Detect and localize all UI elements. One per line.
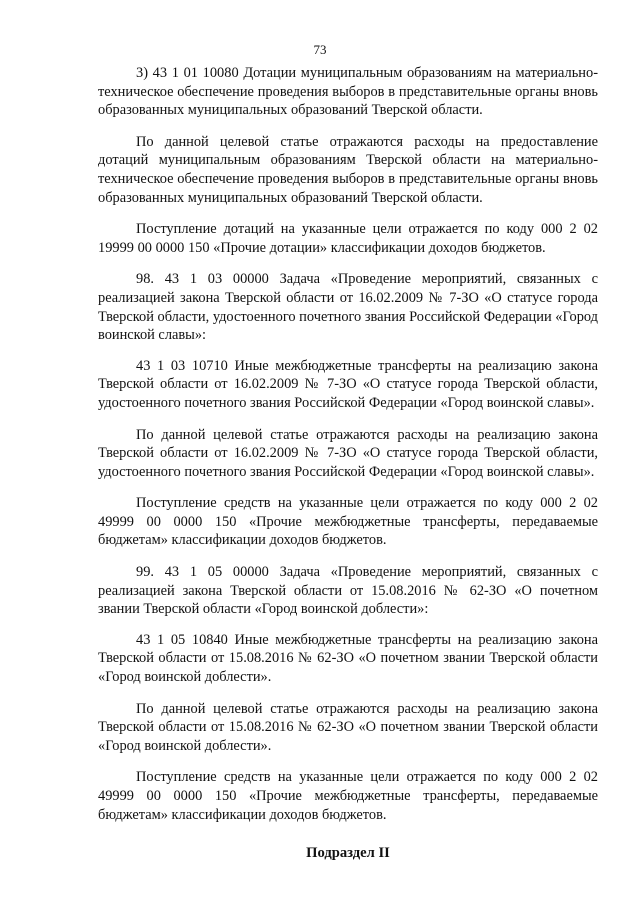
paragraph-expenses-10840: По данной целевой статье отражаются расходы на реализацию закона Тверской области от 15.08.2016 № 62-ЗО «О почетном звании Тверской области «Город воинской доблести». (98, 700, 598, 754)
paragraph-revenue-10710: Поступление средств на указанные цели отражается по коду 000 2 02 49999 00 0000 150 «Прочие межбюджетные трансферты, передаваемые бюджетам» классификации доходов бюджетов. (98, 495, 598, 549)
paragraph-transfer-10710: 43 1 03 10710 Иные межбюджетные трансферты на реализацию закона Тверской области от 16.02.2009 № 7-ЗО «О статусе города Тверской области, удостоенного почетного звания Российской Федерации «Город воинской славы». (98, 357, 598, 411)
subsection-heading: Подраздел II (306, 845, 390, 862)
document-body (98, 64, 598, 863)
page-number: 73 (313, 42, 327, 57)
paragraph-subsidy-expenses: По данной целевой статье отражаются расходы на предоставление дотаций муниципальным образованиям Тверской области на материально-техническое обеспечение проведения выборов в представительные органы вновь образованных муниципальных образований Тверской области. (98, 133, 598, 206)
paragraph-revenue-10840: Поступление средств на указанные цели отражается по коду 000 2 02 49999 00 0000 150 «Прочие межбюджетные трансферты, передаваемые бюджетам» классификации доходов бюджетов. (98, 769, 598, 823)
paragraph-task-98: 98. 43 1 03 00000 Задача «Проведение мероприятий, связанных с реализацией закона Тверской области от 16.02.2009 № 7-ЗО «О статусе города Тверской области, удостоенного почетного звания Российской Федерации «Город воинской славы»: (98, 271, 598, 344)
paragraph-subsidy-revenue: Поступление дотаций на указанные цели отражается по коду 000 2 02 19999 00 0000 150 «Прочие дотации» классификации доходов бюджетов. (98, 221, 598, 256)
paragraph-subsidy-code: 3) 43 1 01 10080 Дотации муниципальным образованиям на материально-техническое обеспечение проведения выборов в представительные органы вновь образованных муниципальных образований Тверской области. (98, 65, 598, 119)
paragraph-transfer-10840: 43 1 05 10840 Иные межбюджетные трансферты на реализацию закона Тверской области от 15.08.2016 № 62-ЗО «О почетном звании Тверской области «Город воинской доблести». (98, 631, 598, 686)
paragraph-expenses-10710: По данной целевой статье отражаются расходы на реализацию закона Тверской области от 16.02.2009 № 7-ЗО «О статусе города Тверской области, удостоенного почетного звания Российской Федерации «Город воинской славы». (98, 426, 598, 480)
paragraph-task-99: 99. 43 1 05 00000 Задача «Проведение мероприятий, связанных с реализацией закона Тверской области от 15.08.2016 № 62-ЗО «О почетном звании Тверской области «Город воинской доблести»: (98, 564, 598, 618)
